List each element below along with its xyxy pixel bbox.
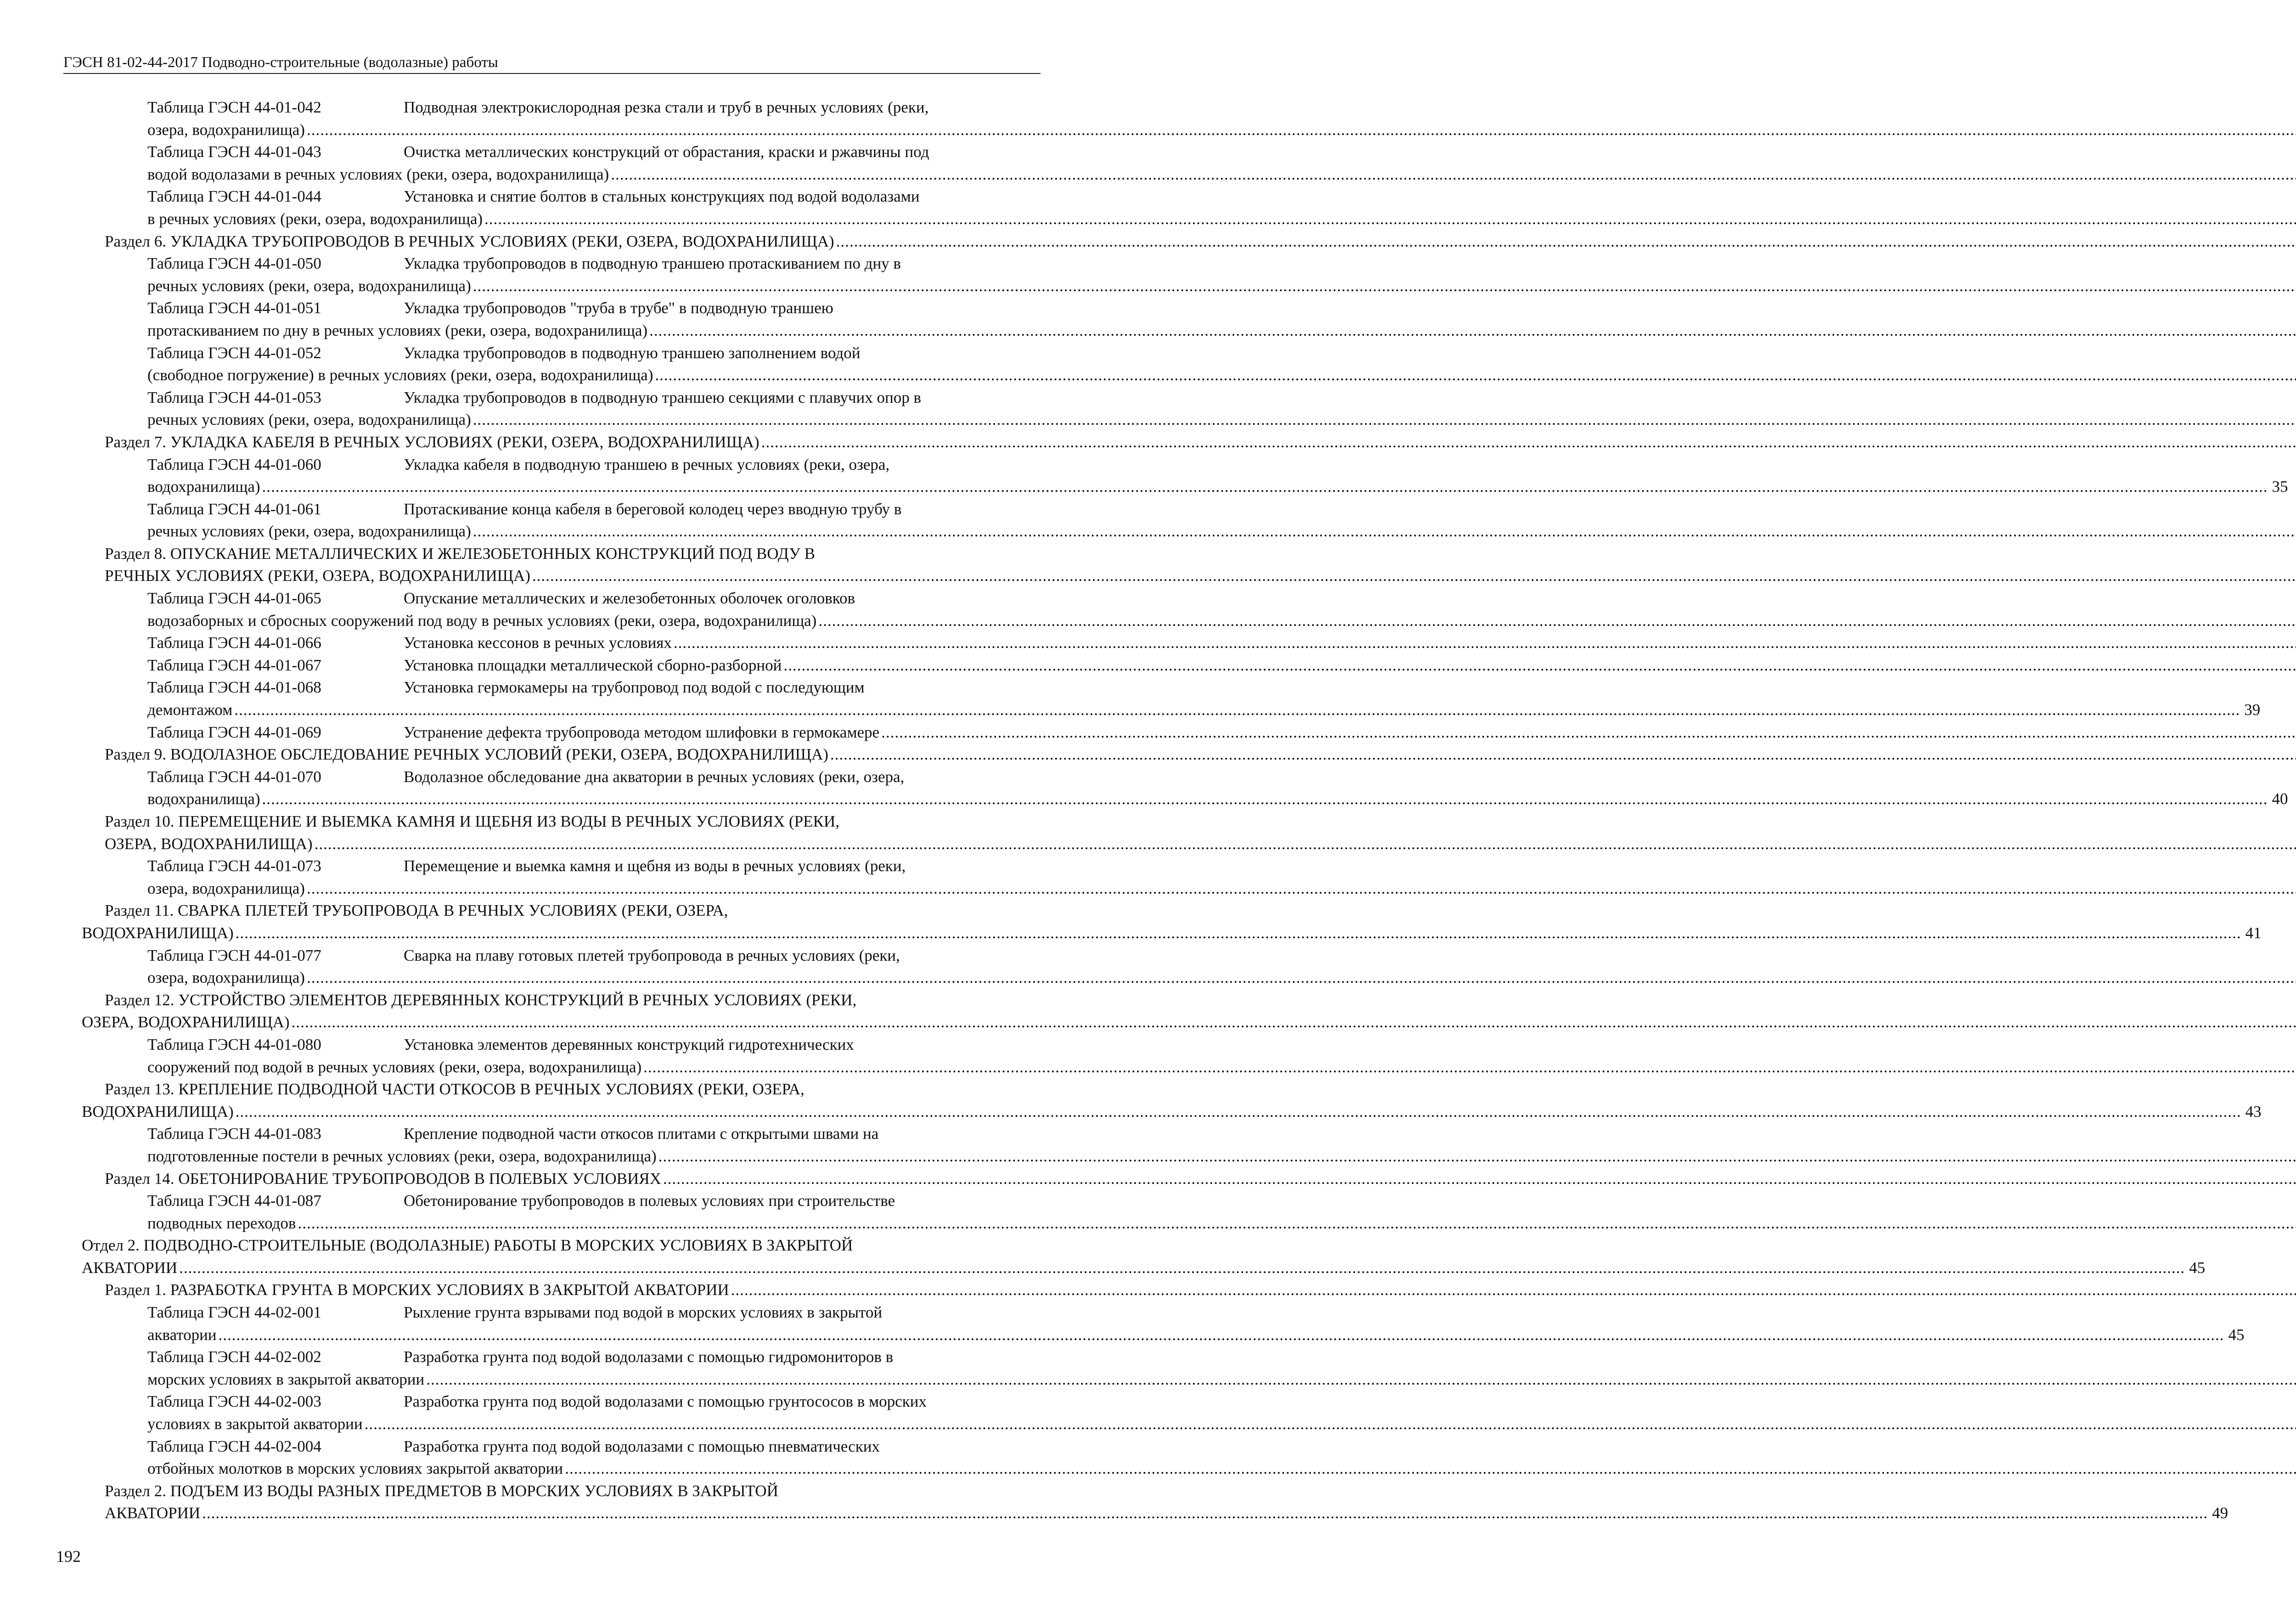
toc-page-number: 45 xyxy=(2189,1258,2206,1277)
toc-page-number: 45 xyxy=(2228,1325,2245,1344)
toc-table-entry[interactable] xyxy=(82,676,2261,721)
entry-title-line: Подводная электрокислородная резка стали и труб в речных условиях (реки, xyxy=(404,98,929,116)
entry-title-line: Установка и снятие болтов в стальных конструкциях под водой водолазами xyxy=(404,187,920,206)
leader-dots xyxy=(307,119,2296,141)
entry-title-line: Отдел 2. ПОДВОДНО-СТРОИТЕЛЬНЫЕ (ВОДОЛАЗНЫЕ) РАБОТЫ В МОРСКИХ УСЛОВИЯХ В ЗАКРЫТОЙ xyxy=(82,1236,853,1255)
table-code: Таблица ГЭСН 44-01-053 xyxy=(147,388,321,406)
entry-title-last-line: озера, водохранилища) xyxy=(147,969,305,987)
toc-table-entry[interactable] xyxy=(82,1346,1041,1391)
entry-title-line: Раздел 11. СВАРКА ПЛЕТЕЙ ТРУБОПРОВОДА В РЕЧНЫХ УСЛОВИЯХ (РЕКИ, ОЗЕРА, xyxy=(105,901,728,920)
entry-title-line: Укладка кабеля в подводную траншею в речных условиях (реки, озера, xyxy=(404,455,890,473)
entry-title-last-line: протаскиванием по дну в речных условиях (реки, озера, водохранилища) xyxy=(147,321,648,339)
entry-title-last-line: демонтажом xyxy=(147,701,233,719)
toc-department[interactable] xyxy=(82,1234,2206,1279)
leader-dots xyxy=(236,922,2241,945)
table-code: Таблица ГЭСН 44-01-060 xyxy=(147,455,321,473)
table-code: Таблица ГЭСН 44-01-050 xyxy=(147,254,321,273)
entry-title-last-line: условиях в закрытой акватории xyxy=(147,1415,363,1433)
leader-dots xyxy=(365,1413,2296,1436)
table-code: Таблица ГЭСН 44-02-001 xyxy=(147,1303,321,1322)
table-code: Таблица ГЭСН 44-01-066 xyxy=(147,634,321,652)
toc-table-entry[interactable] xyxy=(82,498,1041,543)
entry-title-last-line: подготовленные постели в речных условиях (реки, озера, водохранилища) xyxy=(147,1147,657,1165)
entry-title-line: Установка гермокамеры на трубопровод под водой с последующим xyxy=(404,678,865,697)
entry-title-last-line: РЕЧНЫХ УСЛОВИЯХ (РЕКИ, ОЗЕРА, ВОДОХРАНИЛИЩА) xyxy=(105,567,530,585)
table-code: Таблица ГЭСН 44-01-087 xyxy=(147,1192,321,1210)
toc-table-entry[interactable] xyxy=(82,297,1041,342)
leader-dots xyxy=(307,878,2296,900)
running-header: ГЭСН 81-02-44-2017 Подводно-строительные (водолазные) работы xyxy=(63,53,1041,74)
table-code: Таблица ГЭСН 44-01-083 xyxy=(147,1125,321,1143)
entry-title-line: Рыхление грунта взрывами под водой в морских условиях в закрытой xyxy=(404,1303,883,1322)
table-code: Таблица ГЭСН 44-01-068 xyxy=(147,678,321,697)
toc-table-entry[interactable] xyxy=(82,141,1041,186)
leader-dots xyxy=(473,520,2296,543)
toc-table-entry[interactable] xyxy=(82,454,2288,498)
entry-title-line: Раздел 8. ОПУСКАНИЕ МЕТАЛЛИЧЕСКИХ И ЖЕЛЕЗОБЕТОННЫХ КОНСТРУКЦИЙ ПОД ВОДУ В xyxy=(105,544,815,563)
toc-section[interactable] xyxy=(82,811,1041,855)
leader-dots xyxy=(674,632,2296,654)
entry-title-line: Разработка грунта под водой водолазами с помощью гидромониторов в xyxy=(404,1348,894,1366)
entry-title-last-line: АКВАТОРИИ xyxy=(105,1504,201,1522)
leader-dots xyxy=(315,833,2296,856)
entry-title-last-line: озера, водохранилища) xyxy=(147,879,305,897)
entry-title-last-line: ОЗЕРА, ВОДОХРАНИЛИЩА) xyxy=(82,1013,290,1031)
entry-title-last-line: речных условиях (реки, озера, водохранилища) xyxy=(147,522,471,541)
entry-title-line: Перемещение и выемка камня и щебня из воды в речных условиях (реки, xyxy=(404,857,906,875)
entry-title-last-line: ОЗЕРА, ВОДОХРАНИЛИЩА) xyxy=(105,834,313,853)
entry-title-last-line: ВОДОХРАНИЛИЩА) xyxy=(82,1102,234,1121)
table-of-contents xyxy=(82,96,2288,1525)
entry-title-line: Раздел 2. ПОДЪЕМ ИЗ ВОДЫ РАЗНЫХ ПРЕДМЕТОВ В МОРСКИХ УСЛОВИЯХ В ЗАКРЫТОЙ xyxy=(105,1481,778,1500)
table-code: Таблица ГЭСН 44-02-003 xyxy=(147,1392,321,1411)
entry-title-last-line: озера, водохранилища) xyxy=(147,120,305,139)
table-code: Таблица ГЭСН 44-01-077 xyxy=(147,946,321,964)
leader-dots xyxy=(262,788,2268,811)
toc-section[interactable] xyxy=(82,989,1041,1034)
leader-dots xyxy=(179,1257,2185,1279)
toc-table-entry[interactable] xyxy=(82,632,1041,654)
entry-title-last-line: (свободное погружение) в речных условиях (реки, озера, водохранилища) xyxy=(147,366,653,384)
toc-table-entry[interactable] xyxy=(82,587,1041,632)
toc-page-number: 40 xyxy=(2272,790,2288,808)
toc-page-number: 41 xyxy=(2245,924,2262,942)
toc-table-entry[interactable] xyxy=(82,186,1041,230)
leader-dots xyxy=(830,744,2296,766)
leader-dots xyxy=(658,1145,2296,1168)
entry-title-line: Раздел 10. ПЕРЕМЕЩЕНИЕ И ВЫЕМКА КАМНЯ И ЩЕБНЯ ИЗ ВОДЫ В РЕЧНЫХ УСЛОВИЯХ (РЕКИ, xyxy=(105,812,839,830)
table-code: Таблица ГЭСН 44-01-061 xyxy=(147,500,321,518)
toc-table-entry[interactable] xyxy=(82,766,2288,811)
leader-dots xyxy=(298,1212,2296,1235)
entry-title-last-line: водой водолазами в речных условиях (реки, озера, водохранилища) xyxy=(147,165,609,183)
table-code: Таблица ГЭСН 44-02-004 xyxy=(147,1437,321,1455)
leader-dots xyxy=(649,320,2296,342)
entry-title-line: Укладка трубопроводов в подводную траншею секциями с плавучих опор в xyxy=(404,388,921,406)
toc-section[interactable] xyxy=(82,1279,1041,1301)
entry-title-line: Протаскивание конца кабеля в береговой колодец через вводную трубу в xyxy=(404,500,902,518)
table-code: Таблица ГЭСН 44-01-042 xyxy=(147,98,321,116)
leader-dots xyxy=(611,163,2296,186)
leader-dots xyxy=(643,1056,2296,1079)
leader-dots xyxy=(783,654,2296,677)
leader-dots xyxy=(532,565,2296,587)
leader-dots xyxy=(565,1458,2296,1480)
entry-title-last-line: Установка кессонов в речных условиях xyxy=(404,634,672,652)
toc-table-entry[interactable] xyxy=(82,1190,1041,1234)
toc-table-entry[interactable] xyxy=(82,253,1041,297)
toc-section[interactable] xyxy=(82,1480,2228,1525)
entry-title-last-line: Раздел 14. ОБЕТОНИРОВАНИЕ ТРУБОПРОВОДОВ В ПОЛЕВЫХ УСЛОВИЯХ xyxy=(105,1169,661,1188)
entry-title-line: Разработка грунта под водой водолазами с помощью грунтососов в морских xyxy=(404,1392,927,1411)
entry-title-line: Раздел 12. УСТРОЙСТВО ЭЛЕМЕНТОВ ДЕРЕВЯННЫХ КОНСТРУКЦИЙ В РЕЧНЫХ УСЛОВИЯХ (РЕКИ, xyxy=(105,991,857,1009)
entry-title-line: Разработка грунта под водой водолазами с помощью пневматических xyxy=(404,1437,880,1455)
entry-title-line: Укладка трубопроводов "труба в трубе" в подводную траншею xyxy=(404,299,833,317)
table-code: Таблица ГЭСН 44-01-043 xyxy=(147,143,321,161)
leader-dots xyxy=(262,476,2268,498)
leader-dots xyxy=(655,364,2296,387)
entry-title-line: Крепление подводной части откосов плитами с открытыми швами на xyxy=(404,1125,879,1143)
table-code: Таблица ГЭСН 44-01-067 xyxy=(147,656,321,674)
toc-section[interactable] xyxy=(82,900,2262,944)
entry-title-line: Укладка трубопроводов в подводную траншею заполнением водой xyxy=(404,344,861,362)
entry-title-line: Установка элементов деревянных конструкций гидротехнических xyxy=(404,1035,854,1053)
toc-page-number: 49 xyxy=(2212,1504,2228,1522)
toc-table-entry[interactable] xyxy=(82,1436,1041,1480)
entry-title-last-line: Раздел 1. РАЗРАБОТКА ГРУНТА В МОРСКИХ УСЛОВИЯХ В ЗАКРЫТОЙ АКВАТОРИИ xyxy=(105,1281,729,1299)
entry-title-last-line: в речных условиях (реки, озера, водохранилища) xyxy=(147,209,483,228)
entry-title-line: Укладка трубопроводов в подводную траншею протаскиванием по дну в xyxy=(404,254,901,273)
leader-dots xyxy=(881,721,2296,744)
toc-section[interactable] xyxy=(82,1078,2262,1123)
leader-dots xyxy=(219,1324,2224,1346)
table-code: Таблица ГЭСН 44-01-070 xyxy=(147,767,321,786)
entry-title-line: Сварка на плаву готовых плетей трубопровода в речных условиях (реки, xyxy=(404,946,900,964)
toc-section[interactable] xyxy=(82,231,1041,253)
entry-title-last-line: Установка площадки металлической сборно-разборной xyxy=(404,656,782,674)
table-code: Таблица ГЭСН 44-01-044 xyxy=(147,187,321,206)
toc-section[interactable] xyxy=(82,1168,1041,1190)
table-code: Таблица ГЭСН 44-01-073 xyxy=(147,857,321,875)
entry-title-line: Раздел 13. КРЕПЛЕНИЕ ПОДВОДНОЙ ЧАСТИ ОТКОСОВ В РЕЧНЫХ УСЛОВИЯХ (РЕКИ, ОЗЕРА, xyxy=(105,1080,805,1098)
toc-section[interactable] xyxy=(82,744,1041,766)
entry-title-last-line: Раздел 6. УКЛАДКА ТРУБОПРОВОДОВ В РЕЧНЫХ УСЛОВИЯХ (РЕКИ, ОЗЕРА, ВОДОХРАНИЛИЩА) xyxy=(105,232,834,250)
leader-dots xyxy=(663,1168,2296,1190)
page-number: 192 xyxy=(56,1547,81,1566)
toc-table-entry[interactable] xyxy=(82,96,1041,141)
entry-title-last-line: Устранение дефекта трубопровода методом шлифовки в гермокамере xyxy=(404,723,880,741)
toc-table-entry[interactable] xyxy=(82,342,1041,387)
leader-dots xyxy=(818,610,2296,632)
entry-title-last-line: водозаборных и сбросных сооружений под воду в речных условиях (реки, озера, водохранилища) xyxy=(147,611,817,630)
entry-title-last-line: морских условиях в закрытой акватории xyxy=(147,1370,425,1388)
table-code: Таблица ГЭСН 44-01-069 xyxy=(147,723,321,741)
leader-dots xyxy=(236,1101,2241,1123)
leader-dots xyxy=(426,1369,2296,1391)
toc-table-entry[interactable] xyxy=(82,1301,2245,1346)
toc-table-entry[interactable] xyxy=(82,721,1041,744)
entry-title-last-line: водохранилища) xyxy=(147,790,260,808)
entry-title-last-line: Раздел 7. УКЛАДКА КАБЕЛЯ В РЕЧНЫХ УСЛОВИЯХ (РЕКИ, ОЗЕРА, ВОДОХРАНИЛИЩА) xyxy=(105,433,760,451)
toc-section[interactable] xyxy=(82,543,1041,587)
entry-title-last-line: Раздел 9. ВОДОЛАЗНОЕ ОБСЛЕДОВАНИЕ РЕЧНЫХ УСЛОВИЙ (РЕКИ, ОЗЕРА, ВОДОХРАНИЛИЩА) xyxy=(105,745,828,764)
entry-title-last-line: отбойных молотков в морских условиях закрытой акватории xyxy=(147,1459,563,1478)
toc-table-entry[interactable] xyxy=(82,654,1041,677)
table-code: Таблица ГЭСН 44-01-080 xyxy=(147,1035,321,1053)
leader-dots xyxy=(761,431,2296,454)
entry-title-last-line: подводных переходов xyxy=(147,1214,296,1232)
toc-table-entry[interactable] xyxy=(82,945,1041,989)
leader-dots xyxy=(202,1502,2208,1525)
toc-table-entry[interactable] xyxy=(82,1391,1041,1435)
toc-table-entry[interactable] xyxy=(82,1123,1041,1167)
leader-dots xyxy=(307,967,2296,989)
entry-title-last-line: акватории xyxy=(147,1325,217,1344)
table-code: Таблица ГЭСН 44-01-065 xyxy=(147,589,321,608)
entry-title-line: Очистка металлических конструкций от обрастания, краски и ржавчины под xyxy=(404,143,929,161)
leader-dots xyxy=(473,275,2296,298)
leader-dots xyxy=(836,231,2296,253)
toc-table-entry[interactable] xyxy=(82,1034,1041,1078)
table-code: Таблица ГЭСН 44-02-002 xyxy=(147,1348,321,1366)
leader-dots xyxy=(473,409,2296,431)
entry-title-line: Водолазное обследование дна акватории в речных условиях (реки, озера, xyxy=(404,767,905,786)
entry-title-line: Обетонирование трубопроводов в полевых условиях при строительстве xyxy=(404,1192,895,1210)
toc-page-number: 43 xyxy=(2245,1102,2262,1121)
entry-title-line: Опускание металлических и железобетонных оболочек оголовков xyxy=(404,589,855,608)
toc-page-number: 35 xyxy=(2272,478,2288,496)
leader-dots xyxy=(731,1279,2296,1301)
entry-title-last-line: сооружений под водой в речных условиях (реки, озера, водохранилища) xyxy=(147,1058,642,1076)
toc-table-entry[interactable] xyxy=(82,855,1041,900)
entry-title-last-line: АКВАТОРИИ xyxy=(82,1258,178,1277)
toc-page-number: 39 xyxy=(2244,701,2261,719)
leader-dots xyxy=(484,208,2296,231)
table-code: Таблица ГЭСН 44-01-052 xyxy=(147,344,321,362)
leader-dots xyxy=(234,699,2240,721)
entry-title-last-line: ВОДОХРАНИЛИЩА) xyxy=(82,924,234,942)
toc-table-entry[interactable] xyxy=(82,387,1041,431)
toc-section[interactable] xyxy=(82,431,1041,454)
entry-title-last-line: речных условиях (реки, озера, водохранилища) xyxy=(147,276,471,295)
leader-dots xyxy=(292,1011,2296,1034)
entry-title-last-line: речных условиях (реки, озера, водохранилища) xyxy=(147,411,471,429)
entry-title-last-line: водохранилища) xyxy=(147,478,260,496)
table-code: Таблица ГЭСН 44-01-051 xyxy=(147,299,321,317)
